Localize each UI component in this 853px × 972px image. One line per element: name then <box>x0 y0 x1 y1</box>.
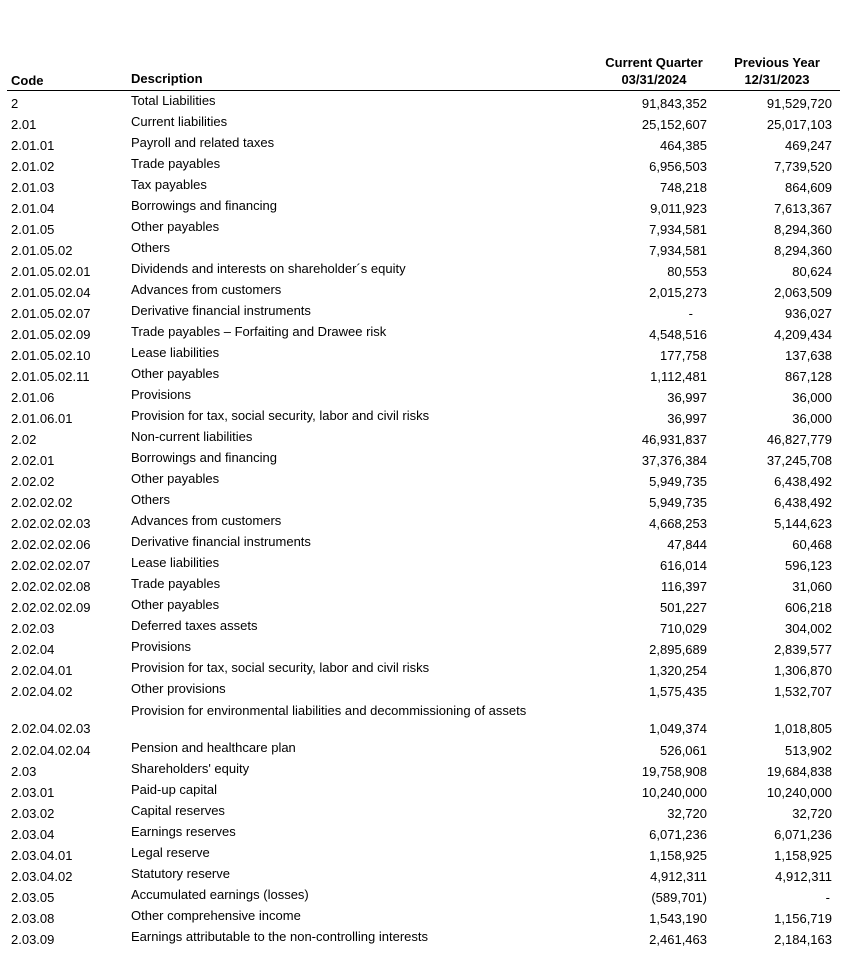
table-row <box>0 134 853 155</box>
row-previous-year-value: 2,839,577 <box>774 642 832 657</box>
row-code: 2.01.04 <box>11 201 55 216</box>
row-description: Derivative financial instruments <box>131 534 311 549</box>
table-row <box>0 155 853 176</box>
row-previous-year-value: 60,468 <box>792 537 832 552</box>
row-current-quarter-value: 2,895,689 <box>649 642 707 657</box>
row-current-quarter-value: 36,997 <box>667 411 707 426</box>
row-previous-year-value: 80,624 <box>792 264 832 279</box>
table-row <box>0 344 853 365</box>
row-previous-year-value: 5,144,623 <box>774 516 832 531</box>
row-description: Advances from customers <box>131 282 282 297</box>
table-row <box>0 907 853 928</box>
row-current-quarter-value: 36,997 <box>667 390 707 405</box>
row-code: 2.01.05 <box>11 222 55 237</box>
row-current-quarter-value: 37,376,384 <box>641 453 707 468</box>
row-previous-year-value: 4,912,311 <box>775 869 832 884</box>
row-code: 2.02.02 <box>11 474 55 489</box>
row-current-quarter-value: 6,071,236 <box>649 827 707 842</box>
row-code: 2.03.04 <box>11 827 55 842</box>
table-row <box>0 365 853 386</box>
row-code: 2.01 <box>11 117 37 132</box>
row-code: 2.02.01 <box>11 453 55 468</box>
table-row <box>0 260 853 281</box>
table-row <box>0 638 853 659</box>
row-description: Trade payables <box>131 156 221 171</box>
row-code: 2.03.04.02 <box>11 869 73 884</box>
row-description: Deferred taxes assets <box>131 618 258 633</box>
column-header-description: Description <box>131 71 203 86</box>
table-row <box>0 113 853 134</box>
row-current-quarter-value: 4,912,311 <box>650 869 707 884</box>
row-current-quarter-value: 10,240,000 <box>641 785 707 800</box>
row-current-quarter-value: 4,668,253 <box>649 516 707 531</box>
row-current-quarter-value: 5,949,735 <box>649 474 707 489</box>
row-description: Trade payables <box>131 576 221 591</box>
row-previous-year-value: 8,294,360 <box>774 222 832 237</box>
row-description: Others <box>131 492 171 507</box>
row-current-quarter-value: 2,015,273 <box>649 285 707 300</box>
table-row <box>0 491 853 512</box>
row-code: 2.02.04.02.04 <box>11 743 91 758</box>
row-current-quarter-value: 7,934,581 <box>649 243 707 258</box>
row-previous-year-value: 469,247 <box>785 138 832 153</box>
row-code: 2.02.04.02.03 <box>11 721 91 736</box>
row-description: Derivative financial instruments <box>131 303 311 318</box>
row-previous-year-value: 10,240,000 <box>766 785 832 800</box>
table-row <box>0 865 853 886</box>
row-current-quarter-value: 1,049,374 <box>649 721 707 736</box>
row-description: Legal reserve <box>131 845 210 860</box>
row-code: 2.01.06.01 <box>11 411 73 426</box>
row-description: Other payables <box>131 471 220 486</box>
row-current-quarter-value: 91,843,352 <box>641 96 707 111</box>
row-code: 2.03 <box>11 764 37 779</box>
row-current-quarter-value: (589,701) <box>651 890 707 905</box>
table-row <box>0 739 853 760</box>
row-description: Lease liabilities <box>131 555 220 570</box>
table-row <box>0 386 853 407</box>
row-description: Other provisions <box>131 681 226 696</box>
row-current-quarter-value: 5,949,735 <box>649 495 707 510</box>
row-current-quarter-value: 6,956,503 <box>649 159 707 174</box>
table-row <box>0 701 853 739</box>
row-previous-year-value: 36,000 <box>792 390 832 405</box>
row-code: 2.02.02.02.06 <box>11 537 91 552</box>
row-previous-year-value: 1,306,870 <box>774 663 832 678</box>
row-previous-year-value: 37,245,708 <box>766 453 832 468</box>
row-previous-year-value: 6,438,492 <box>774 474 832 489</box>
row-current-quarter-value: 4,548,516 <box>649 327 707 342</box>
row-code: 2.01.05.02.10 <box>11 348 91 363</box>
row-previous-year-value: 31,060 <box>792 579 832 594</box>
row-current-quarter-value: 464,385 <box>660 138 707 153</box>
row-description: Capital reserves <box>131 803 225 818</box>
row-code: 2.02.04.02 <box>11 684 73 699</box>
table-row <box>0 760 853 781</box>
row-description: Provisions <box>131 639 191 654</box>
table-body <box>0 92 853 949</box>
row-previous-year-value: 1,532,707 <box>774 684 832 699</box>
row-code: 2.01.05.02.01 <box>11 264 91 279</box>
row-description: Other comprehensive income <box>131 908 301 923</box>
row-current-quarter-value: 19,758,908 <box>641 764 707 779</box>
previous-year-date: 12/31/2023 <box>744 72 810 87</box>
row-code: 2.01.05.02.04 <box>11 285 91 300</box>
row-code: 2.01.05.02.07 <box>11 306 91 321</box>
row-code: 2.02.04 <box>11 642 55 657</box>
row-code: 2.03.09 <box>11 932 55 947</box>
table-row <box>0 302 853 323</box>
row-code: 2 <box>11 96 19 111</box>
column-header-current-quarter <box>587 54 721 88</box>
row-previous-year-value: - <box>825 890 830 905</box>
row-previous-year-value: 1,158,925 <box>774 848 832 863</box>
row-current-quarter-value: 2,461,463 <box>649 932 707 947</box>
table-row <box>0 617 853 638</box>
row-previous-year-value: 606,218 <box>785 600 832 615</box>
row-code: 2.01.05.02.09 <box>11 327 91 342</box>
row-previous-year-value: 2,063,509 <box>774 285 832 300</box>
row-description: Non-current liabilities <box>131 429 253 444</box>
row-description: Borrowings and financing <box>131 450 277 465</box>
current-quarter-title: Current Quarter <box>605 55 703 70</box>
row-code: 2.01.03 <box>11 180 55 195</box>
row-previous-year-value: 1,018,805 <box>774 721 832 736</box>
table-row <box>0 823 853 844</box>
row-description: Provisions <box>131 387 191 402</box>
row-previous-year-value: 36,000 <box>792 411 832 426</box>
row-previous-year-value: 6,071,236 <box>774 827 832 842</box>
row-previous-year-value: 304,002 <box>785 621 832 636</box>
row-previous-year-value: 2,184,163 <box>774 932 832 947</box>
row-code: 2.01.06 <box>11 390 55 405</box>
table-row <box>0 680 853 701</box>
table-row <box>0 554 853 575</box>
row-code: 2.02.03 <box>11 621 55 636</box>
row-previous-year-value: 7,739,520 <box>774 159 832 174</box>
table-row <box>0 928 853 949</box>
row-description: Pension and healthcare plan <box>131 740 296 755</box>
row-previous-year-value: 137,638 <box>785 348 832 363</box>
row-current-quarter-value: 46,931,837 <box>641 432 707 447</box>
row-previous-year-value: 46,827,779 <box>766 432 832 447</box>
row-previous-year-value: 513,902 <box>785 743 832 758</box>
row-current-quarter-value: 710,029 <box>660 621 707 636</box>
row-current-quarter-value: 748,218 <box>660 180 707 195</box>
table-row <box>0 575 853 596</box>
row-code: 2.02.02.02.09 <box>11 600 91 615</box>
row-description: Shareholders' equity <box>131 761 250 776</box>
row-description: Advances from customers <box>131 513 282 528</box>
table-row <box>0 596 853 617</box>
row-code: 2.01.05.02 <box>11 243 73 258</box>
header-divider <box>7 90 840 91</box>
table-row <box>0 281 853 302</box>
row-current-quarter-value: 1,320,254 <box>649 663 707 678</box>
table-row <box>0 844 853 865</box>
row-description: Earnings reserves <box>131 824 236 839</box>
table-header <box>0 52 853 92</box>
table-row <box>0 428 853 449</box>
row-code: 2.01.01 <box>11 138 55 153</box>
table-row <box>0 407 853 428</box>
row-current-quarter-value: 7,934,581 <box>649 222 707 237</box>
row-code: 2.02.02.02 <box>11 495 73 510</box>
row-current-quarter-value: 1,112,481 <box>650 369 707 384</box>
table-row <box>0 176 853 197</box>
row-description: Accumulated earnings (losses) <box>131 887 309 902</box>
row-previous-year-value: 864,609 <box>785 180 832 195</box>
previous-year-title: Previous Year <box>734 55 820 70</box>
row-code: 2.02 <box>11 432 37 447</box>
row-previous-year-value: 6,438,492 <box>774 495 832 510</box>
row-code: 2.02.04.01 <box>11 663 73 678</box>
row-current-quarter-value: 1,575,435 <box>649 684 707 699</box>
row-previous-year-value: 32,720 <box>792 806 832 821</box>
row-previous-year-value: 936,027 <box>785 306 832 321</box>
row-previous-year-value: 1,156,719 <box>774 911 832 926</box>
row-description: Total Liabilities <box>131 93 216 108</box>
row-current-quarter-value: 47,844 <box>667 537 707 552</box>
row-description: Dividends and interests on shareholder´s equity <box>131 261 406 276</box>
row-previous-year-value: 4,209,434 <box>774 327 832 342</box>
column-header-code: Code <box>11 73 44 88</box>
row-description: Trade payables – Forfaiting and Drawee risk <box>131 324 387 339</box>
table-row <box>0 197 853 218</box>
row-description: Payroll and related taxes <box>131 135 275 150</box>
table-row <box>0 449 853 470</box>
row-current-quarter-value: 9,011,923 <box>650 201 707 216</box>
table-row <box>0 470 853 491</box>
row-code: 2.03.05 <box>11 890 55 905</box>
row-description: Paid-up capital <box>131 782 217 797</box>
row-previous-year-value: 19,684,838 <box>766 764 832 779</box>
row-code: 2.03.04.01 <box>11 848 73 863</box>
row-current-quarter-value: 80,553 <box>667 264 707 279</box>
row-current-quarter-value: 1,543,190 <box>649 911 707 926</box>
table-row <box>0 323 853 344</box>
table-row <box>0 218 853 239</box>
row-description: Borrowings and financing <box>131 198 277 213</box>
row-current-quarter-value: 501,227 <box>660 600 707 615</box>
row-previous-year-value: 867,128 <box>785 369 832 384</box>
table-row <box>0 239 853 260</box>
row-description: Provision for tax, social security, labor and civil risks <box>131 408 430 423</box>
table-row <box>0 802 853 823</box>
row-description: Other payables <box>131 219 220 234</box>
row-code: 2.02.02.02.03 <box>11 516 91 531</box>
row-current-quarter-value: 25,152,607 <box>641 117 707 132</box>
row-description: Provision for tax, social security, labor and civil risks <box>131 660 430 675</box>
row-code: 2.03.01 <box>11 785 55 800</box>
row-code: 2.03.02 <box>11 806 55 821</box>
row-previous-year-value: 7,613,367 <box>774 201 832 216</box>
row-description: Earnings attributable to the non-controlling interests <box>131 929 429 944</box>
column-header-previous-year <box>718 54 836 88</box>
row-description: Other payables <box>131 366 220 381</box>
row-current-quarter-value: 526,061 <box>660 743 707 758</box>
row-code: 2.02.02.02.08 <box>11 579 91 594</box>
table-row <box>0 886 853 907</box>
table-row <box>0 781 853 802</box>
row-current-quarter-value: 1,158,925 <box>649 848 707 863</box>
row-current-quarter-value: - <box>688 306 693 321</box>
row-current-quarter-value: 32,720 <box>667 806 707 821</box>
row-current-quarter-value: 116,397 <box>660 579 707 594</box>
table-row <box>0 659 853 680</box>
row-description: Other payables <box>131 597 220 612</box>
row-description: Tax payables <box>131 177 207 192</box>
row-previous-year-value: 91,529,720 <box>766 96 832 111</box>
row-description: Provision for environmental liabilities and decommissioning of assets <box>131 703 527 718</box>
table-row <box>0 512 853 533</box>
row-previous-year-value: 596,123 <box>785 558 832 573</box>
row-description: Current liabilities <box>131 114 228 129</box>
current-quarter-date: 03/31/2024 <box>621 72 687 87</box>
row-description: Statutory reserve <box>131 866 230 881</box>
row-code: 2.03.08 <box>11 911 55 926</box>
row-code: 2.01.05.02.11 <box>11 369 90 384</box>
row-code: 2.02.02.02.07 <box>11 558 91 573</box>
row-current-quarter-value: 177,758 <box>660 348 707 363</box>
row-current-quarter-value: 616,014 <box>660 558 707 573</box>
row-previous-year-value: 25,017,103 <box>766 117 832 132</box>
row-description: Others <box>131 240 171 255</box>
row-previous-year-value: 8,294,360 <box>774 243 832 258</box>
table-row <box>0 533 853 554</box>
row-description: Lease liabilities <box>131 345 220 360</box>
row-code: 2.01.02 <box>11 159 55 174</box>
table-row <box>0 92 853 113</box>
